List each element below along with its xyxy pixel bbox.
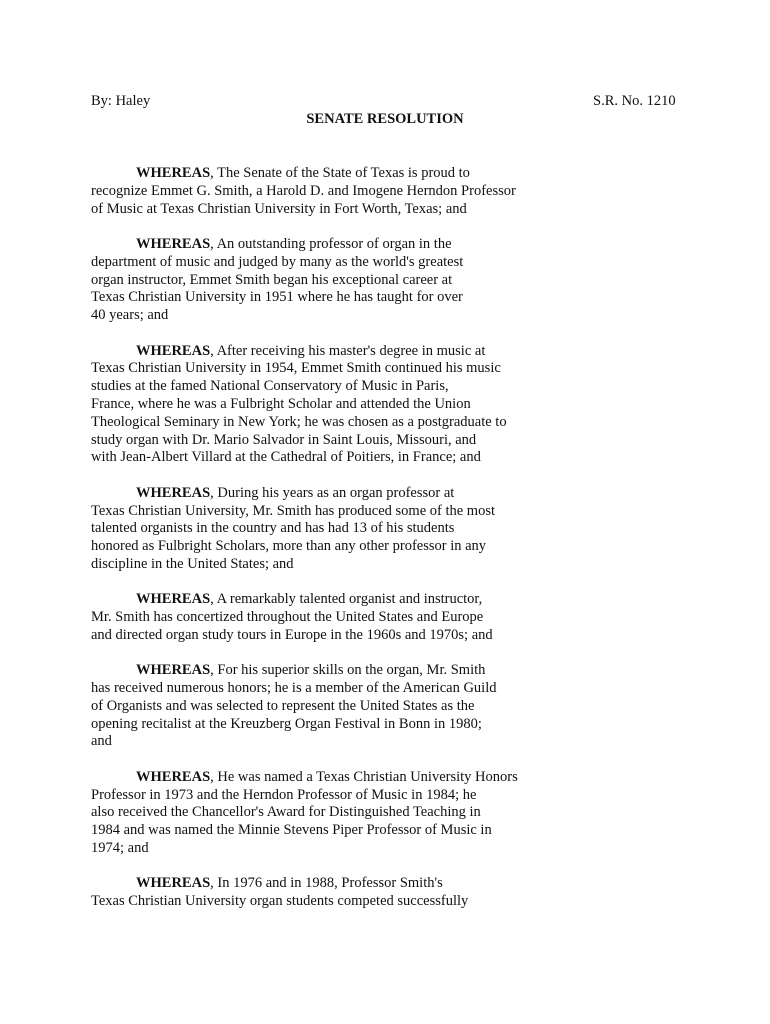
paragraph-line: [91, 254, 561, 272]
whereas-paragraph: [91, 769, 561, 858]
line-text: , An outstanding professor of organ in the: [210, 235, 452, 252]
line-text: honored as Fulbright Scholars, more than any other professor in any: [91, 538, 487, 555]
line-text: , A remarkably talented organist and instructor,: [210, 591, 483, 608]
paragraph-line: [91, 378, 561, 396]
line-text: discipline in the United States; and: [91, 555, 294, 572]
paragraph-line: [91, 840, 561, 858]
paragraph-line: [91, 201, 561, 219]
paragraph-line: [91, 556, 561, 574]
paragraph-line: [91, 503, 561, 521]
line-text: , For his superior skills on the organ, Mr. Smith: [210, 662, 486, 679]
line-text: 40 years; and: [91, 307, 169, 324]
line-text: Texas Christian University in 1954, Emmet Smith continued his music: [91, 360, 501, 377]
line-text: , He was named a Texas Christian University Honors: [210, 768, 518, 785]
document-title: SENATE RESOLUTION: [306, 111, 464, 127]
line-text: and: [91, 733, 112, 750]
line-text: organ instructor, Emmet Smith began his exceptional career at: [91, 271, 453, 288]
line-text: has received numerous honors; he is a member of the American Guild: [91, 680, 497, 697]
line-text: department of music and judged by many as the world's greatest: [91, 253, 464, 270]
paragraph-line: [91, 627, 561, 645]
paragraph-line: [91, 716, 561, 734]
line-text: study organ with Dr. Mario Salvador in Saint Louis, Missouri, and: [91, 431, 477, 448]
whereas-paragraph: [91, 485, 561, 574]
line-text: Texas Christian University organ students competed successfully: [91, 893, 469, 910]
whereas-keyword: WHEREAS: [136, 165, 211, 181]
line-text: , During his years as an organ professor at: [210, 484, 455, 501]
line-text: 1984 and was named the Minnie Stevens Piper Professor of Music in: [91, 822, 492, 839]
paragraph-line: [91, 787, 561, 805]
paragraph-line: [91, 698, 561, 716]
whereas-keyword: WHEREAS: [136, 768, 211, 785]
paragraph-line: [91, 236, 561, 254]
bill-number: S.R. No. 1210: [593, 93, 676, 109]
paragraph-line: [91, 360, 561, 378]
paragraph-line: [91, 432, 561, 450]
whereas-paragraph: [91, 591, 561, 644]
paragraph-line: [91, 485, 561, 503]
whereas-keyword: WHEREAS: [136, 662, 211, 679]
line-text: with Jean-Albert Villard at the Cathedral of Poitiers, in France; and: [91, 449, 481, 466]
line-text: Texas Christian University, Mr. Smith has produced some of the most: [91, 502, 495, 519]
line-text: also received the Chancellor's Award for Distinguished Teaching in: [91, 804, 481, 821]
line-text: Professor in 1973 and the Herndon Professor of Music in 1984; he: [91, 786, 477, 803]
paragraph-line: [91, 272, 561, 290]
line-text: 1974; and: [91, 840, 149, 857]
whereas-paragraph: [91, 236, 561, 325]
resolution-body: [91, 165, 561, 929]
line-text: studies at the famed National Conservatory of Music in Paris,: [91, 378, 449, 395]
paragraph-line: [91, 769, 561, 787]
paragraph-line: [91, 680, 561, 698]
line-text: Theological Seminary in New York; he was chosen as a postgraduate to: [91, 413, 507, 430]
paragraph-line: [91, 822, 561, 840]
paragraph-line: [91, 289, 561, 307]
whereas-keyword: WHEREAS: [136, 591, 211, 608]
line-text: Texas Christian University in 1951 where he has taught for over: [91, 289, 463, 306]
line-text: of Organists and was selected to represent the United States as the: [91, 697, 475, 714]
paragraph-line: [91, 733, 561, 751]
whereas-paragraph: [91, 343, 561, 468]
line-text: France, where he was a Fulbright Scholar and attended the Union: [91, 395, 471, 412]
paragraph-line: [91, 893, 561, 911]
line-text: and directed organ study tours in Europe in the 1960s and 1970s; and: [91, 626, 493, 643]
line-text: of Music at Texas Christian University in Fort Worth, Texas; and: [91, 200, 467, 217]
line-text: opening recitalist at the Kreuzberg Organ Festival in Bonn in 1980;: [91, 715, 482, 732]
paragraph-line: [91, 538, 561, 556]
whereas-keyword: WHEREAS: [136, 875, 211, 892]
whereas-paragraph: [91, 875, 561, 911]
whereas-paragraph: [91, 165, 561, 218]
author-line: By: Haley: [91, 93, 151, 109]
whereas-keyword: WHEREAS: [136, 235, 211, 252]
paragraph-line: [91, 414, 561, 432]
paragraph-line: [91, 307, 561, 325]
line-text: , After receiving his master's degree in music at: [210, 342, 486, 359]
whereas-paragraph: [91, 662, 561, 751]
line-text: recognize Emmet G. Smith, a Harold D. and Imogene Herndon Professor: [91, 182, 516, 199]
whereas-keyword: WHEREAS: [136, 484, 211, 501]
line-text: , In 1976 and in 1988, Professor Smith's: [210, 875, 443, 892]
line-text: talented organists in the country and has had 13 of his students: [91, 520, 455, 537]
paragraph-line: [91, 396, 561, 414]
paragraph-line: [91, 520, 561, 538]
paragraph-line: [91, 165, 561, 183]
paragraph-line: [91, 343, 561, 361]
line-text: , The Senate of the State of Texas is proud to: [210, 165, 470, 181]
paragraph-line: [91, 591, 561, 609]
paragraph-line: [91, 804, 561, 822]
paragraph-line: [91, 662, 561, 680]
whereas-keyword: WHEREAS: [136, 342, 211, 359]
paragraph-line: [91, 609, 561, 627]
paragraph-line: [91, 183, 561, 201]
paragraph-line: [91, 875, 561, 893]
line-text: Mr. Smith has concertized throughout the United States and Europe: [91, 609, 484, 626]
paragraph-line: [91, 449, 561, 467]
